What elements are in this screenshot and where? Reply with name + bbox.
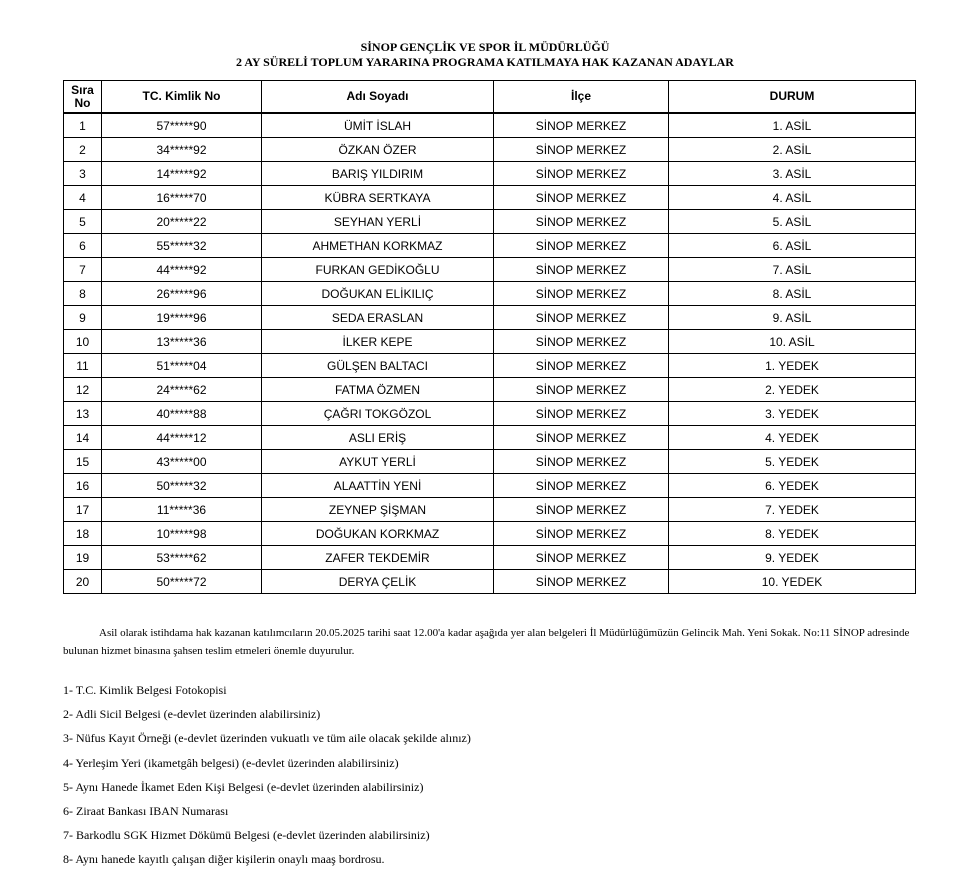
cell-no: 8 (64, 282, 102, 306)
cell-tc: 53*****62 (102, 546, 262, 570)
cell-no: 5 (64, 210, 102, 234)
delivery-notice: Asil olarak istihdama hak kazanan katılımcıların 20.05.2025 tarihi saat 12.00'a kadar aşağıda yer alan belgeleri İl Müdürlüğümüzün Gelincik Mah. Yeni Sokak. No:11 SİNOP adresinde bulunan hizmet binasına şahsen teslim etmeleri önemle duyurulur. (63, 627, 910, 657)
cell-status: 2. YEDEK (669, 378, 916, 402)
table-row (64, 570, 916, 594)
cell-status: 8. YEDEK (669, 522, 916, 546)
cell-name: DOĞUKAN KORKMAZ (262, 522, 494, 546)
requirement-item: 4- Yerleşim Yeri (ikametgâh belgesi) (e-devlet üzerinden alabilirsiniz) (63, 755, 399, 770)
cell-no: 19 (64, 546, 102, 570)
cell-tc: 16*****70 (102, 186, 262, 210)
cell-tc: 40*****88 (102, 402, 262, 426)
cell-status: 7. ASİL (669, 258, 916, 282)
cell-name: SEYHAN YERLİ (262, 210, 494, 234)
cell-status: 5. ASİL (669, 210, 916, 234)
cell-status: 3. ASİL (669, 162, 916, 186)
cell-tc: 11*****36 (102, 498, 262, 522)
table-row (64, 210, 916, 234)
cell-name: ALAATTİN YENİ (262, 474, 494, 498)
cell-district: SİNOP MERKEZ (494, 113, 669, 138)
cell-no: 10 (64, 330, 102, 354)
cell-tc: 50*****32 (102, 474, 262, 498)
column-header-status: DURUM (669, 81, 916, 114)
table-row (64, 426, 916, 450)
column-header-name: Adı Soyadı (262, 81, 494, 114)
cell-status: 5. YEDEK (669, 450, 916, 474)
cell-tc: 51*****04 (102, 354, 262, 378)
cell-name: FATMA ÖZMEN (262, 378, 494, 402)
cell-tc: 50*****72 (102, 570, 262, 594)
cell-status: 3. YEDEK (669, 402, 916, 426)
cell-name: ÜMİT İSLAH (262, 113, 494, 138)
cell-tc: 34*****92 (102, 138, 262, 162)
table-row (64, 138, 916, 162)
cell-no: 15 (64, 450, 102, 474)
cell-district: SİNOP MERKEZ (494, 258, 669, 282)
requirement-item: 3- Nüfus Kayıt Örneği (e-devlet üzerinden vukuatlı ve tüm aile olacak şekilde alınız) (63, 731, 471, 746)
table-row (64, 306, 916, 330)
column-header-tc: TC. Kimlik No (102, 81, 262, 114)
cell-status: 6. ASİL (669, 234, 916, 258)
cell-tc: 44*****92 (102, 258, 262, 282)
cell-district: SİNOP MERKEZ (494, 306, 669, 330)
cell-name: AYKUT YERLİ (262, 450, 494, 474)
cell-tc: 55*****32 (102, 234, 262, 258)
cell-status: 1. ASİL (669, 113, 916, 138)
cell-district: SİNOP MERKEZ (494, 570, 669, 594)
cell-name: KÜBRA SERTKAYA (262, 186, 494, 210)
cell-no: 2 (64, 138, 102, 162)
cell-district: SİNOP MERKEZ (494, 330, 669, 354)
candidates-table (63, 80, 916, 594)
cell-no: 1 (64, 113, 102, 138)
cell-district: SİNOP MERKEZ (494, 186, 669, 210)
cell-district: SİNOP MERKEZ (494, 522, 669, 546)
requirement-item: 1- T.C. Kimlik Belgesi Fotokopisi (63, 683, 227, 697)
table-row (64, 234, 916, 258)
cell-tc: 20*****22 (102, 210, 262, 234)
cell-status: 10. YEDEK (669, 570, 916, 594)
cell-name: ÇAĞRI TOKGÖZOL (262, 402, 494, 426)
table-row (64, 522, 916, 546)
requirement-item: 8- Aynı hanede kayıtlı çalışan diğer kişilerin onaylı maaş bordrosu. (63, 852, 385, 867)
table-row (64, 258, 916, 282)
cell-no: 17 (64, 498, 102, 522)
required-documents-list (63, 681, 471, 875)
table-row (64, 402, 916, 426)
cell-no: 13 (64, 402, 102, 426)
table-row (64, 546, 916, 570)
cell-no: 18 (64, 522, 102, 546)
requirement-item: 7- Barkodlu SGK Hizmet Dökümü Belgesi (e-devlet üzerinden alabilirsiniz) (63, 828, 430, 843)
cell-district: SİNOP MERKEZ (494, 426, 669, 450)
cell-district: SİNOP MERKEZ (494, 378, 669, 402)
cell-name: SEDA ERASLAN (262, 306, 494, 330)
column-header-no (64, 81, 102, 114)
cell-name: BARIŞ YILDIRIM (262, 162, 494, 186)
cell-district: SİNOP MERKEZ (494, 474, 669, 498)
cell-no: 6 (64, 234, 102, 258)
requirement-item: 2- Adli Sicil Belgesi (e-devlet üzerinden alabilirsiniz) (63, 707, 321, 722)
cell-district: SİNOP MERKEZ (494, 162, 669, 186)
requirement-item: 5- Aynı Hanede İkamet Eden Kişi Belgesi (e-devlet üzerinden alabilirsiniz) (63, 779, 424, 794)
cell-status: 6. YEDEK (669, 474, 916, 498)
cell-status: 8. ASİL (669, 282, 916, 306)
cell-name: GÜLŞEN BALTACI (262, 354, 494, 378)
cell-tc: 24*****62 (102, 378, 262, 402)
cell-no: 14 (64, 426, 102, 450)
cell-no: 3 (64, 162, 102, 186)
cell-tc: 43*****00 (102, 450, 262, 474)
cell-name: AHMETHAN KORKMAZ (262, 234, 494, 258)
cell-name: ASLI ERİŞ (262, 426, 494, 450)
cell-no: 20 (64, 570, 102, 594)
column-header-no-line1: Sıra (71, 82, 94, 97)
cell-no: 9 (64, 306, 102, 330)
cell-district: SİNOP MERKEZ (494, 546, 669, 570)
table-row (64, 450, 916, 474)
cell-status: 9. YEDEK (669, 546, 916, 570)
table-header-row (64, 81, 916, 114)
document-title: SİNOP GENÇLİK VE SPOR İL MÜDÜRLÜĞÜ (360, 40, 610, 54)
cell-tc: 13*****36 (102, 330, 262, 354)
cell-no: 7 (64, 258, 102, 282)
cell-tc: 57*****90 (102, 113, 262, 138)
cell-name: ÖZKAN ÖZER (262, 138, 494, 162)
table-row (64, 378, 916, 402)
cell-no: 11 (64, 354, 102, 378)
table-row (64, 354, 916, 378)
cell-tc: 26*****96 (102, 282, 262, 306)
column-header-district: İlçe (494, 81, 669, 114)
cell-no: 16 (64, 474, 102, 498)
cell-district: SİNOP MERKEZ (494, 450, 669, 474)
cell-no: 12 (64, 378, 102, 402)
cell-status: 10. ASİL (669, 330, 916, 354)
table-row (64, 113, 916, 138)
cell-district: SİNOP MERKEZ (494, 234, 669, 258)
cell-name: ZAFER TEKDEMİR (262, 546, 494, 570)
cell-name: DERYA ÇELİK (262, 570, 494, 594)
cell-no: 4 (64, 186, 102, 210)
cell-tc: 14*****92 (102, 162, 262, 186)
cell-status: 2. ASİL (669, 138, 916, 162)
cell-district: SİNOP MERKEZ (494, 210, 669, 234)
document-subtitle: 2 AY SÜRELİ TOPLUM YARARINA PROGRAMA KATILMAYA HAK KAZANAN ADAYLAR (236, 55, 734, 69)
cell-tc: 10*****98 (102, 522, 262, 546)
cell-district: SİNOP MERKEZ (494, 138, 669, 162)
table-row (64, 282, 916, 306)
requirement-item: 6- Ziraat Bankası IBAN Numarası (63, 803, 229, 818)
cell-status: 1. YEDEK (669, 354, 916, 378)
cell-name: İLKER KEPE (262, 330, 494, 354)
cell-district: SİNOP MERKEZ (494, 498, 669, 522)
table-row (64, 498, 916, 522)
column-header-no-line2: No (74, 95, 91, 110)
table-row (64, 474, 916, 498)
cell-name: FURKAN GEDİKOĞLU (262, 258, 494, 282)
cell-district: SİNOP MERKEZ (494, 282, 669, 306)
cell-district: SİNOP MERKEZ (494, 354, 669, 378)
cell-tc: 44*****12 (102, 426, 262, 450)
cell-status: 7. YEDEK (669, 498, 916, 522)
cell-tc: 19*****96 (102, 306, 262, 330)
cell-district: SİNOP MERKEZ (494, 402, 669, 426)
cell-status: 4. YEDEK (669, 426, 916, 450)
cell-name: DOĞUKAN ELİKILIÇ (262, 282, 494, 306)
table-row (64, 186, 916, 210)
cell-status: 9. ASİL (669, 306, 916, 330)
table-row (64, 330, 916, 354)
cell-name: ZEYNEP ŞİŞMAN (262, 498, 494, 522)
cell-status: 4. ASİL (669, 186, 916, 210)
table-row (64, 162, 916, 186)
